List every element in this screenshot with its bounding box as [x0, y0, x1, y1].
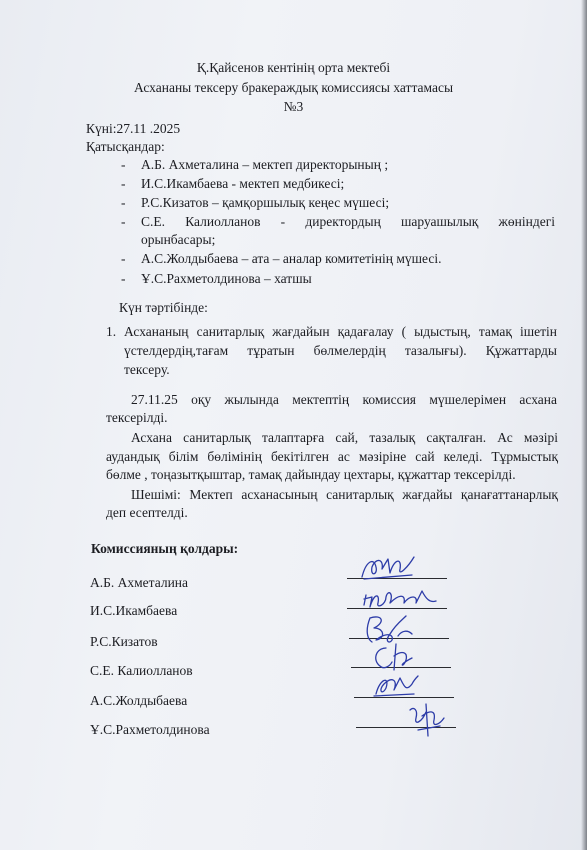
signatory-name: А.С.Жолдыбаева	[90, 693, 188, 708]
signatory-name: И.С.Икамбаева	[90, 603, 178, 618]
signatory-name: С.Е. Калиолланов	[90, 663, 193, 678]
handwritten-signature	[368, 640, 418, 674]
agenda-label: Күн тәртібінде:	[119, 300, 208, 315]
list-bullet: -	[121, 271, 126, 286]
list-bullet: -	[121, 251, 126, 266]
body-line: аудандық білім бөлімінің бекітілген ас мәзіріне сай келеді. Тұрмыстық	[106, 449, 558, 464]
participants-label: Қатысқандар:	[86, 139, 165, 154]
list-bullet: -	[121, 176, 126, 191]
participant-item: А.С.Жолдыбаева – ата – аналар комитетінің мүшесі.	[141, 251, 442, 266]
body-line: 27.11.25 оқу жылында мектептің комиссия мүшелерімен асхана	[131, 392, 557, 407]
signatory-name: Р.С.Кизатов	[90, 634, 158, 649]
document-number: №3	[283, 99, 304, 114]
body-line: тексерілді.	[106, 410, 168, 425]
document-date: Күні:27.11 .2025	[86, 121, 181, 136]
agenda-line: үстелдердің,тағам тұратын бөлмелердің тазалығы). Құжаттарды	[124, 343, 557, 358]
document-title: Асхананы тексеру бракераждық комиссиясы хаттамасы	[133, 80, 454, 95]
school-name: Қ.Қайсенов кентінің орта мектебі	[196, 60, 391, 75]
decision-line: деп есептелді.	[106, 505, 188, 520]
signatory-name: Ұ.С.Рахметолдинова	[90, 722, 210, 737]
list-bullet: -	[121, 157, 126, 172]
agenda-number: 1.	[106, 324, 117, 339]
body-line: бөлме , тоңазытқыштар, тамақ дайындау цехтары, құжаттар тексерілді.	[106, 467, 516, 482]
participant-item: А.Б. Ахметалина – мектеп директорының ;	[141, 157, 389, 172]
participant-item: С.Е. Калиолланов - директордың шаруашылық жөніндегі	[141, 214, 555, 229]
agenda-line: Асхананың санитарлық жағдайын қадағалау ( ыдыстың, тамақ ішетін	[124, 324, 557, 339]
participant-item: И.С.Икамбаева - мектеп медбикесі;	[141, 176, 345, 191]
handwritten-signature	[404, 696, 448, 744]
body-line: Асхана санитарлық талаптарға сай, тазалық сақталған. Ас мәзірі	[131, 430, 558, 445]
participant-item-continued: орынбасары;	[141, 232, 216, 247]
handwritten-signature	[360, 585, 440, 613]
signatory-name: А.Б. Ахметалина	[90, 575, 189, 590]
participant-item: Р.С.Кизатов – қамқоршылық кеңес мүшесі;	[141, 195, 390, 210]
agenda-line: тексеру.	[124, 362, 170, 377]
page-edge-shadow	[581, 0, 587, 850]
signatures-title: Комиссияның қолдары:	[91, 541, 239, 556]
handwritten-signature	[358, 553, 418, 583]
participant-item: Ұ.С.Рахметолдинова – хатшы	[141, 271, 312, 286]
decision-line: Шешімі: Мектеп асханасының санитарлық жағдайы қанағаттанарлық	[131, 487, 558, 502]
list-bullet: -	[121, 214, 126, 229]
list-bullet: -	[121, 195, 126, 210]
